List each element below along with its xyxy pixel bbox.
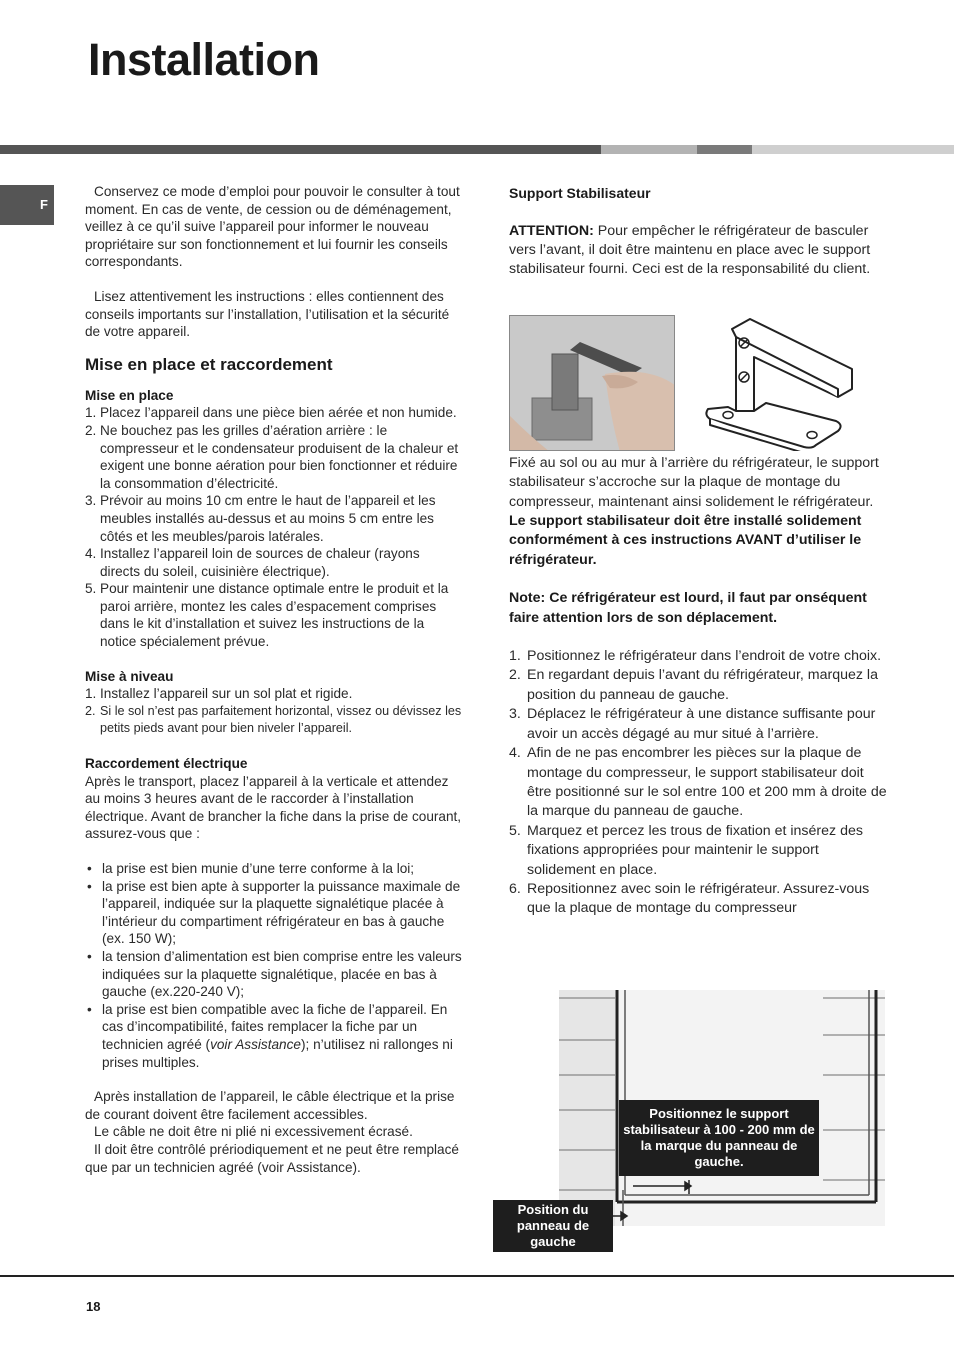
list-item: 2. Si le sol n’est pas parfaitement horizontal, vissez ou dévissez les petits pieds avant pour bien niveler l’appareil. [85, 703, 462, 736]
electric-intro: Après le transport, placez l’appareil à la verticale et attendez au moins 3 heures avant de le raccorder à l’installation électrique. Avant de brancher la fiche dans la prise de courant, assurez-vous que : [85, 773, 462, 842]
header-bar-pale [752, 145, 954, 154]
list-item: • la prise est bien munie d’une terre conforme à la loi; [85, 860, 463, 878]
header-bar-mid [697, 145, 752, 154]
attention-paragraph: ATTENTION: Pour empêcher le réfrigérateur de basculer vers l’avant, il doit être maintenu en place avec le support stabilisateur fourni. Ceci est de la responsabilité du client. [509, 222, 871, 278]
list-item: • la tension d’alimentation est bien comprise entre les valeurs indiquées sur la plaquette signalétique, placée en bas à gauche (ex.220-240 V); [85, 948, 463, 1001]
list-item: 1. Positionnez le réfrigérateur dans l’endroit de votre choix. [509, 648, 882, 665]
language-tab [0, 185, 54, 225]
electric-outro-3: Il doit être contrôlé prériodiquement et ne peut être remplacé que par un technicien agréé (voir Assistance). [85, 1141, 459, 1175]
right-column [509, 185, 889, 919]
page-title: Installation [88, 34, 320, 85]
electric-outro-1: Après installation de l’appareil, le câble électrique et la prise de courant doivent être facilement accessibles. [85, 1089, 455, 1122]
header-bar-light [601, 145, 697, 154]
stabilizer-heading: Support Stabilisateur [509, 185, 651, 201]
placement-heading: Mise en place [85, 387, 174, 403]
section-title: Mise en place et raccordement [85, 354, 333, 374]
list-item: 1. Installez l’appareil sur un sol plat et rigide. [85, 686, 353, 702]
list-item: 6. Repositionnez avec soin le réfrigérateur. Assurez-vous que la plaque de montage du compresseur [509, 880, 870, 917]
intro-paragraph-2: Lisez attentivement les instructions : elles contiennent des conseils importants sur l’installation, l’utilisation et la sécurité de votre appareil. [85, 288, 450, 340]
list-item: • la prise est bien compatible avec la fiche de l’appareil. En cas d’incompatibilité, faites remplacer la fiche par un technicien agréé (voir Assistance); n’utilisez ni rallonges ni prises multiples. [85, 1001, 463, 1071]
assistance-reference: voir Assistance [210, 1036, 301, 1052]
list-item: 5. Marquez et percez les trous de fixation et insérez des fixations appropriées pour maintenir le support solidement en place. [509, 822, 863, 878]
bracket-line-drawing [700, 315, 860, 451]
bracket-photo-illustration [510, 316, 675, 451]
fix-paragraph: Fixé au sol ou au mur à l’arrière du réfrigérateur, le support stabilisateur s’accroche sur la plaque de montage du compresseur, maintenant ainsi solidement le réfrigérateur. [509, 454, 879, 510]
list-item: 1. Placez l’appareil dans une pièce bien aérée et non humide. [85, 405, 457, 421]
panel-position-label: Position du panneau de gauche [493, 1200, 613, 1252]
right-column-clip [509, 185, 899, 991]
list-item: • la prise est bien apte à supporter la puissance maximale de l’appareil, indiquée sur la plaquette signalétique placée à l’intérieur du compartiment réfrigérateur en bas à gauche (ex. 150 W); [85, 878, 463, 948]
list-item: 4. Afin de ne pas encombrer les pièces sur la plaque de montage du compresseur, le support stabilisateur doit être positionné sur le sol entre 100 et 200 mm à droite de la marque du panneau de gauche. [509, 745, 887, 820]
language-tab-label: F [40, 197, 48, 212]
footer-rule [0, 1275, 954, 1277]
leveling-list [85, 685, 463, 738]
attention-label: ATTENTION: [509, 222, 594, 239]
left-column [85, 183, 463, 1176]
leveling-heading: Mise à niveau [85, 668, 174, 684]
positioning-diagram [493, 990, 885, 1252]
header-color-bar [0, 145, 954, 154]
bold-warning: Le support stabilisateur doit être installé solidement conformément à ces instructions AVANT d’utiliser le réfrigérateur. [509, 513, 862, 568]
placement-list [85, 404, 463, 650]
list-item: 4. Installez l’appareil loin de sources de chaleur (rayons directs du soleil, cuisinière électrique). [85, 546, 420, 579]
weight-note: Note: Ce réfrigérateur est lourd, il faut par onséquent faire attention lors de son déplacement. [509, 590, 867, 626]
list-item: 3. Prévoir au moins 10 cm entre le haut de l’appareil et les meubles installés au-dessus et au moins 5 cm entre les côtés et les meubles/parois latérales. [85, 493, 436, 544]
electric-outro-2: Le câble ne doit être ni plié ni excessivement écrasé. [94, 1124, 413, 1140]
list-item: 2. Ne bouchez pas les grilles d’aération arrière : le compresseur et le condensateur produisent de la chaleur et exigent une bonne aération pour bien fonctionner et réduire la consommation d’électricité. [85, 422, 459, 491]
list-item: 2. En regardant depuis l’avant du réfrigérateur, marquez la position du panneau de gauche. [509, 667, 878, 703]
installation-steps [509, 647, 889, 919]
electric-heading: Raccordement électrique [85, 756, 248, 772]
bracket-drawing [700, 315, 860, 451]
support-position-label: Positionnez le support stabilisateur à 100 - 200 mm de la marque du panneau de gauche. [619, 1100, 819, 1176]
bracket-photo [509, 315, 675, 451]
page-number: 18 [86, 1299, 101, 1314]
list-item: 3. Déplacez le réfrigérateur à une distance suffisante pour avoir un accès dégagé au mur situé à l’arrière. [509, 706, 876, 742]
list-item: 5. Pour maintenir une distance optimale entre le produit et la paroi arrière, montez les cales d’espacement comprises dans le kit d’installation et suivez les instructions de la notice spécialement prévue. [85, 581, 449, 650]
electric-checklist [85, 860, 463, 1071]
header-bar-dark [0, 145, 601, 154]
intro-paragraph-1: Conservez ce mode d’emploi pour pouvoir le consulter à tout moment. En cas de vente, de cession ou de déménagement, veillez à ce qu’il suive l’appareil pour informer le nouveau propriétaire sur son fonctionnement et lui fournir les conseils correspondants. [85, 184, 460, 270]
